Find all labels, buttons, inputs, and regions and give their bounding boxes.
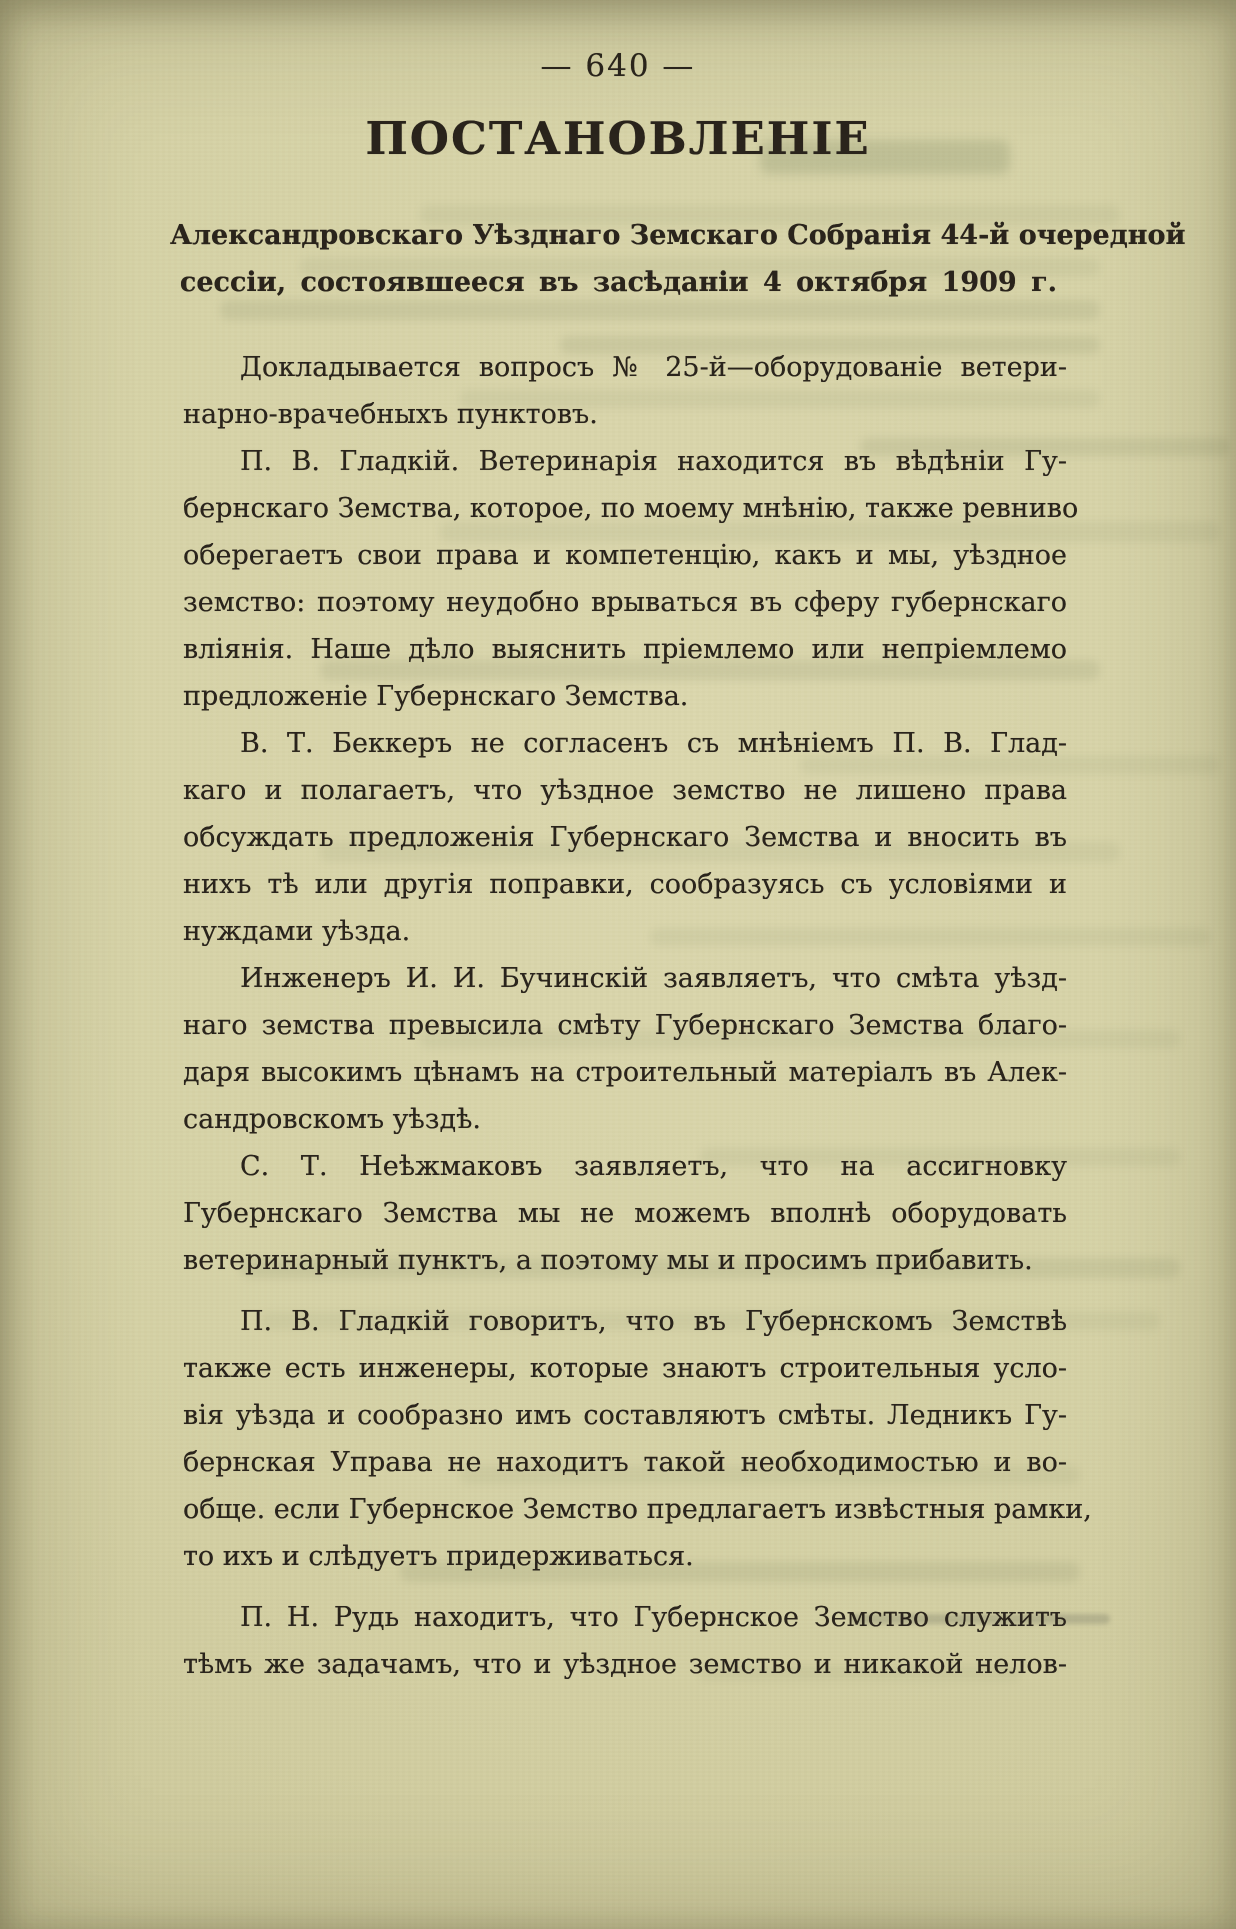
paragraph-line: обще. если Губернское Земство предлагаетъ извѣстныя рамки, — [183, 1494, 1092, 1525]
paragraph-line: оберегаетъ свои права и компетенцію, какъ и мы, уѣздное — [183, 540, 1067, 571]
paragraph — [183, 1594, 1067, 1688]
paragraph-line: нихъ тѣ или другія поправки, сообразуясь съ условіями и — [183, 869, 1067, 900]
paragraph — [183, 438, 1079, 720]
paragraph-line: ветеринарный пунктъ, а поэтому мы и просимъ прибавить. — [183, 1245, 1033, 1276]
paragraph — [183, 1143, 1067, 1284]
document-body — [183, 344, 1092, 1688]
paragraph-line: вліянія. Наше дѣло выяснить пріемлемо или непріемлемо — [183, 634, 1067, 665]
paragraph-line: обсуждать предложенія Губернскаго Земства и вносить въ — [183, 822, 1067, 853]
paragraph — [183, 720, 1067, 955]
paragraph-line: В. Т. Беккеръ не согласенъ съ мнѣніемъ П. В. Глад- — [240, 728, 1067, 759]
paragraph-line: предложеніе Губернскаго Земства. — [183, 681, 689, 712]
paragraph-line: бернскаго Земства, которое, по моему мнѣнію, также ревниво — [183, 493, 1079, 524]
paragraph-line: Докладывается вопросъ № 25-й—оборудованіе ветери- — [240, 352, 1067, 383]
paragraph-line: вія уѣзда и сообразно имъ составляютъ смѣты. Ледникъ Гу- — [183, 1400, 1067, 1431]
document-subtitle — [170, 212, 1186, 306]
paragraph-line: земство: поэтому неудобно врываться въ сферу губернскаго — [183, 587, 1067, 618]
paragraph-line: то ихъ и слѣдуетъ придерживаться. — [183, 1541, 694, 1572]
paragraph-line: бернская Управа не находитъ такой необходимостью и во- — [183, 1447, 1067, 1478]
paragraph-line: также есть инженеры, которые знаютъ строительныя усло- — [183, 1353, 1067, 1384]
paragraph-line: П. В. Гладкій говоритъ, что въ Губернскомъ Земствѣ — [240, 1306, 1067, 1337]
subtitle-line: сессіи, состоявшееся въ засѣданіи 4 октября 1909 г. — [179, 267, 1058, 298]
page-number: — 640 — — [540, 48, 696, 84]
paragraph-line: Инженеръ И. И. Бучинскій заявляетъ, что смѣта уѣзд- — [240, 963, 1067, 994]
paragraph — [183, 1298, 1092, 1580]
paragraph-line: каго и полагаетъ, что уѣздное земство не лишено права — [183, 775, 1067, 806]
document-title: ПОСТАНОВЛЕНІЕ — [365, 112, 871, 165]
paragraph-line: С. Т. Неѣжмаковъ заявляетъ, что на ассигновку — [240, 1151, 1067, 1182]
paragraph-line: даря высокимъ цѣнамъ на строительный матеріалъ въ Алек- — [183, 1057, 1067, 1088]
paragraph — [183, 344, 1067, 438]
paragraph-line: наго земства превысила смѣту Губернскаго Земства благо- — [183, 1010, 1067, 1041]
paragraph-line: П. В. Гладкій. Ветеринарія находится въ вѣдѣніи Гу- — [240, 446, 1067, 477]
paragraph-line: сандровскомъ уѣздѣ. — [183, 1104, 481, 1135]
paragraph-line: тѣмъ же задачамъ, что и уѣздное земство и никакой нелов- — [183, 1649, 1067, 1680]
paragraph-line: нарно-врачебныхъ пунктовъ. — [183, 399, 598, 430]
subtitle-line: Александровскаго Уѣзднаго Земскаго Собранія 44-й очередной — [170, 220, 1186, 251]
paragraph — [183, 955, 1067, 1143]
paragraph-line: Губернскаго Земства мы не можемъ вполнѣ оборудовать — [183, 1198, 1067, 1229]
paragraph-line: нуждами уѣзда. — [183, 916, 411, 947]
paragraph-line: П. Н. Рудь находитъ, что Губернское Земство служитъ — [240, 1602, 1067, 1633]
